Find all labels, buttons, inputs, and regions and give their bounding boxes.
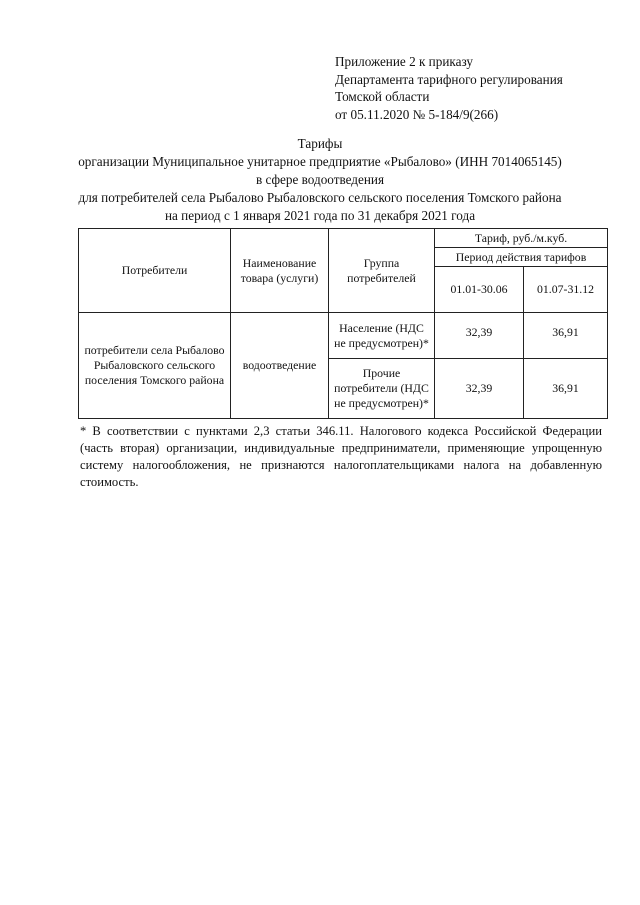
appendix-line: от 05.11.2020 № 5-184/9(266) bbox=[335, 106, 499, 122]
header-consumers: Потребители bbox=[79, 229, 231, 313]
group-cell: Население (НДС не предусмотрен)* bbox=[329, 313, 435, 359]
value-cell: 32,39 bbox=[435, 313, 524, 359]
appendix-line: Департамента тарифного регулирования bbox=[335, 71, 563, 87]
header-period-2: 01.07-31.12 bbox=[524, 267, 608, 313]
footnote: * В соответствии с пунктами 2,3 статьи 346.11. Налогового кодекса Российской Федерации (часть вторая) организации, индивидуальные предприниматели, применяющие упрощенную систему налогообложения, не признаются налогоплательщиками налога на добавленную стоимость. bbox=[80, 424, 602, 489]
title-line: организации Муниципальное унитарное предприятие «Рыбалово» (ИНН 7014065145) bbox=[78, 154, 562, 169]
consumer-cell: потребители села Рыбалово Рыбаловского сельского поселения Томского района bbox=[79, 313, 231, 419]
title-line: для потребителей села Рыбалово Рыбаловского сельского поселения Томского района bbox=[78, 190, 562, 205]
appendix-line: Томской области bbox=[335, 89, 430, 104]
header-service: Наименование товара (услуги) bbox=[231, 229, 329, 313]
header-tariff: Тариф, руб./м.куб. bbox=[435, 229, 608, 248]
title-line: в сфере водоотведения bbox=[255, 172, 385, 187]
value-cell: 36,91 bbox=[524, 313, 608, 359]
service-cell: водоотведение bbox=[231, 313, 329, 419]
table-header-row bbox=[79, 229, 608, 248]
group-cell: Прочие потребители (НДС не предусмотрен)* bbox=[329, 359, 435, 419]
appendix-line: Приложение 2 к приказу bbox=[335, 54, 473, 69]
title-line: на период с 1 января 2021 года по 31 декабря 2021 года bbox=[164, 208, 476, 223]
value-cell: 36,91 bbox=[524, 359, 608, 419]
appendix-header bbox=[335, 53, 563, 123]
table-row bbox=[79, 313, 608, 359]
tariff-table bbox=[78, 228, 608, 419]
header-group: Группа потребителей bbox=[329, 229, 435, 313]
header-period: Период действия тарифов bbox=[435, 248, 608, 267]
title-line: Тарифы bbox=[297, 136, 343, 151]
document-title bbox=[40, 135, 600, 225]
value-cell: 32,39 bbox=[435, 359, 524, 419]
header-period-1: 01.01-30.06 bbox=[435, 267, 524, 313]
